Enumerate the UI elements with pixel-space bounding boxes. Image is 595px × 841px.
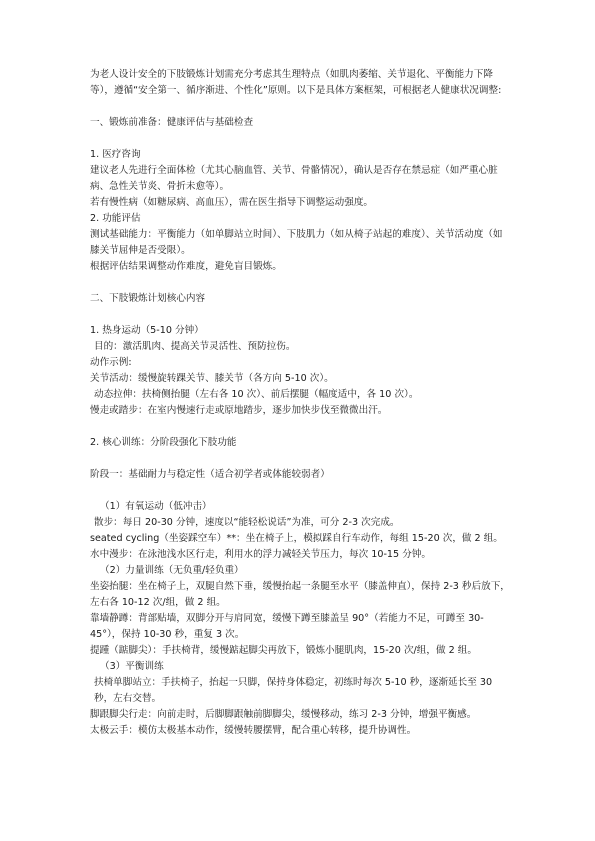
strength-item-leg-raise: 坐姿抬腿：坐在椅子上，双腿自然下垂，缓慢抬起一条腿至水平（膝盖伸直），保持 2-3 秒后放下，左右各 10-12 次/组，做 2 组。: [90, 581, 510, 608]
balance-item-single-leg: 扶椅单脚站立：手扶椅子，抬起一只脚，保持身体稳定，初练时每次 5-10 秒，逐渐延长至 30 秒，左右交替。: [94, 677, 493, 704]
assessment-paragraph-2: 根据评估结果调整动作难度，避免盲目锻炼。: [90, 261, 282, 272]
balance-item-heel-toe: 脚跟脚尖行走：向前走时，后脚脚跟触前脚脚尖，缓慢移动，练习 2-3 分钟，增强平衡感。: [90, 709, 477, 720]
strength-title: （2）力量训练（无负重/轻负重）: [100, 565, 244, 576]
warmup-item-joints: 关节活动：缓慢旋转踝关节、膝关节（各方向 5-10 次）。: [90, 373, 334, 384]
aerobic-item-water: 水中漫步：在泳池浅水区行走，利用水的浮力减轻关节压力，每次 10-15 分钟。: [90, 549, 431, 560]
aerobic-item-cycling: seated cycling（坐姿踩空车）**：坐在椅子上，模拟踩自行车动作，每组 15-20 次，做 2 组。: [90, 533, 503, 544]
strength-item-wall-squat: 靠墙静蹲：背部贴墙，双脚分开与肩同宽，缓慢下蹲至膝盖呈 90°（若能力不足，可蹲至 30-45°），保持 10-30 秒，重复 3 次。: [90, 613, 484, 640]
balance-item-tai-chi: 太极云手：模仿太极基本动作，缓慢转腰摆臂，配合重心转移，提升协调性。: [90, 725, 417, 736]
section-2-heading: 二、下肢锻炼计划核心内容: [90, 293, 206, 304]
warmup-item-stretch: 动态拉伸：扶椅侧抬腿（左右各 10 次）、前后摆腿（幅度适中，各 10 次）。: [94, 389, 419, 400]
strength-item-heel-raise: 提踵（踮脚尖）：手扶椅背，缓慢踮起脚尖再放下，锻炼小腿肌肉，15-20 次/组，做 2 组。: [90, 645, 477, 656]
document-body: [90, 67, 510, 739]
warmup-purpose: 目的：激活肌肉、提高关节灵活性、预防拉伤。: [94, 341, 296, 352]
warmup-title: 1. 热身运动（5-10 分钟）: [90, 325, 204, 336]
section-1-heading: 一、锻炼前准备：健康评估与基础检查: [90, 117, 254, 128]
intro-paragraph: 为老人设计安全的下肢锻炼计划需充分考虑其生理特点（如肌肉萎缩、关节退化、平衡能力下降等），遵循“安全第一、循序渐进、个性化”原则。以下是具体方案框架，可根据老人健康状况调整:: [90, 69, 502, 96]
medical-paragraph-1: 建议老人先进行全面体检（尤其心脑血管、关节、骨骼情况），确认是否存在禁忌症（如严重心脏病、急性关节炎、骨折未愈等）。: [90, 165, 498, 192]
subsection-assessment-title: 2. 功能评估: [90, 213, 141, 224]
medical-paragraph-2: 若有慢性病（如糖尿病、高血压），需在医生指导下调整运动强度。: [90, 197, 374, 208]
aerobic-title: （1）有氧运动（低冲击）: [100, 501, 212, 512]
warmup-examples-label: 动作示例:: [90, 357, 132, 368]
core-training-title: 2. 核心训练：分阶段强化下肢功能: [90, 437, 237, 448]
assessment-paragraph-1: 测试基础能力：平衡能力（如单脚站立时间）、下肢肌力（如从椅子站起的难度）、关节活动度（如膝关节屈伸是否受限）。: [90, 229, 503, 256]
subsection-medical-title: 1. 医疗咨询: [90, 149, 141, 160]
warmup-item-walk: 慢走或踏步：在室内慢速行走或原地踏步，逐步加快步伐至微微出汗。: [90, 405, 388, 416]
stage-1-title: 阶段一：基础耐力与稳定性（适合初学者或体能较弱者）: [90, 469, 330, 480]
aerobic-item-walking: 散步：每日 20-30 分钟，速度以“能轻松说话”为准，可分 2-3 次完成。: [94, 517, 400, 528]
balance-title: （3）平衡训练: [100, 661, 164, 672]
